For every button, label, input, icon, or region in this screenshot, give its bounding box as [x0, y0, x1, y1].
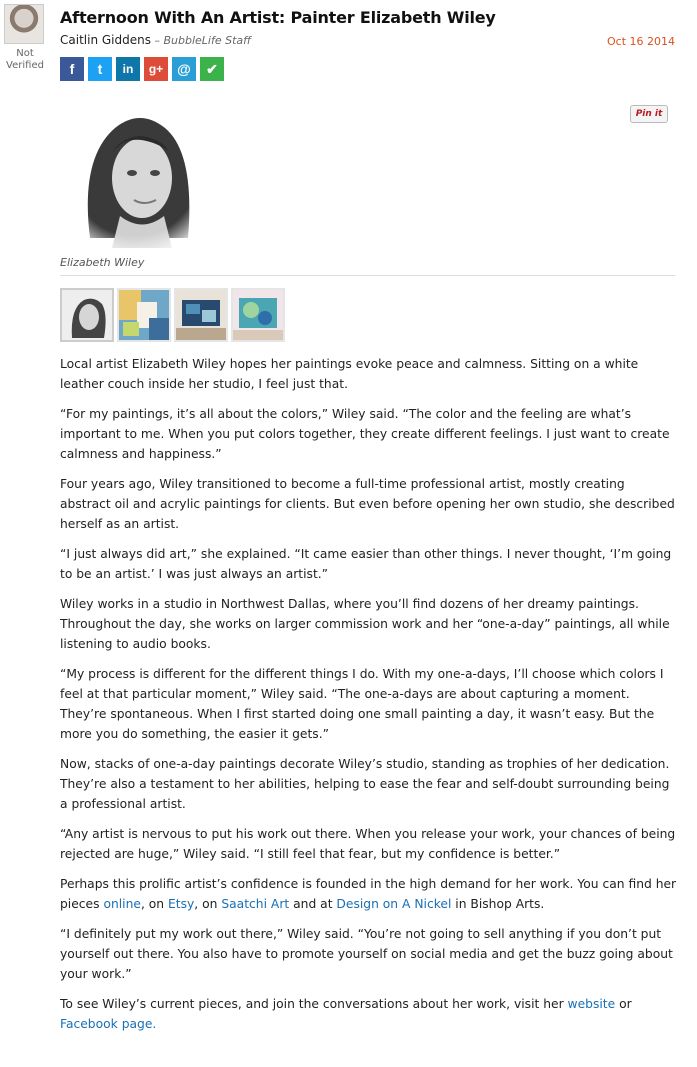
publish-date: Oct 16 2014 [606, 35, 675, 48]
paragraph-text: or [615, 997, 632, 1011]
avatar[interactable] [4, 4, 44, 44]
paragraph-with-links [60, 874, 677, 914]
thumbnail-painting-2[interactable] [174, 288, 228, 342]
website-link[interactable]: website [567, 997, 616, 1011]
facebook-icon[interactable]: f [60, 57, 84, 81]
paragraph: Now, stacks of one-a-day paintings decorate Wiley’s studio, standing as trophies of her dedication. They’re also a testament to her abilities, helping to ease the fear and self-doubt surrounding being a professional artist. [60, 757, 670, 811]
author-role: BubbleLife Staff [163, 34, 252, 47]
verification-status: Not Verified [6, 48, 44, 71]
author-name[interactable]: Caitlin Giddens [60, 33, 151, 47]
paragraph-text: Perhaps this prolific artist’s confidence is founded in the high demand for her work. You can find her pieces [60, 877, 677, 911]
social-share-bar [60, 57, 677, 81]
page-title: Afternoon With An Artist: Painter Elizabeth Wiley [60, 8, 496, 27]
paragraph-text: and at [289, 897, 337, 911]
check-icon[interactable]: ✔ [200, 57, 224, 81]
paragraph-text: , on [194, 897, 222, 911]
thumbnail-gallery [60, 288, 677, 342]
design-on-a-nickel-link[interactable]: Design on A Nickel [336, 897, 452, 911]
paragraph: Four years ago, Wiley transitioned to become a full-time professional artist, mostly creating abstract oil and acrylic paintings for clients. But even before opening her own studio, she described herself as an artist. [60, 477, 675, 531]
article-container [60, 0, 677, 1044]
photo-area [60, 98, 677, 248]
paragraph-with-links [60, 994, 677, 1034]
thumbnail-painting-1[interactable] [117, 288, 171, 342]
etsy-link[interactable]: Etsy [168, 897, 195, 911]
paragraph: Local artist Elizabeth Wiley hopes her paintings evoke peace and calmness. Sitting on a white leather couch inside her studio, I feel just that. [60, 357, 639, 391]
saatchi-art-link[interactable]: Saatchi Art [221, 897, 290, 911]
artist-photo[interactable] [60, 98, 210, 248]
paragraph: “I just always did art,” she explained. “It came easier than other things. I never thought, ‘I’m going to be an artist.’ I was just always an artist.” [60, 547, 672, 581]
author-separator: – [150, 34, 164, 47]
paragraph-text: To see Wiley’s current pieces, and join the conversations about her work, visit her [60, 997, 568, 1011]
author-avatar-column [4, 4, 46, 72]
thumbnail-portrait[interactable] [60, 288, 114, 342]
paragraph-text: in Bishop Arts. [451, 897, 545, 911]
twitter-icon[interactable]: t [88, 57, 112, 81]
article-body [60, 354, 677, 1034]
paragraph: “I definitely put my work out there,” Wiley said. “You’re not going to sell anything if you don’t put yourself out there. You also have to promote yourself on social media and get the buzz going about your work.” [60, 927, 673, 981]
thumbnail-painting-3[interactable] [231, 288, 285, 342]
paragraph: “For my paintings, it’s all about the colors,” Wiley said. “The color and the feeling are what’s important to me. When you put colors together, they create different feelings. I just want to create calmness and happiness.” [60, 407, 670, 461]
facebook-page-link[interactable]: Facebook page. [60, 1017, 157, 1031]
byline [60, 33, 677, 53]
email-icon[interactable]: @ [172, 57, 196, 81]
photo-caption: Elizabeth Wiley [60, 256, 675, 276]
paragraph: “Any artist is nervous to put his work out there. When you release your work, your chances of being rejected are huge,” Wiley said. “I still feel that fear, but my confidence is better.” [60, 827, 676, 861]
pinterest-pin-button[interactable]: Pin it [630, 105, 668, 123]
paragraph: “My process is different for the different things I do. With my one-a-days, I’ll choose which colors I feel at that particular moment,” Wiley said. “The one-a-days are about capturing a moment. They’re spontaneous. When I first started doing one small painting a day, it wasn’t easy. But the more you do something, the easier it gets.” [60, 667, 664, 741]
paragraph-text: , on [140, 897, 168, 911]
paragraph: Wiley works in a studio in Northwest Dallas, where you’ll find dozens of her dreamy paintings. Throughout the day, she works on larger commission work and her “one-a-day” paintings, all while listening to audio books. [60, 597, 670, 651]
google-plus-icon[interactable]: g+ [144, 57, 168, 81]
online-link[interactable]: online [103, 897, 141, 911]
linkedin-icon[interactable]: in [116, 57, 140, 81]
